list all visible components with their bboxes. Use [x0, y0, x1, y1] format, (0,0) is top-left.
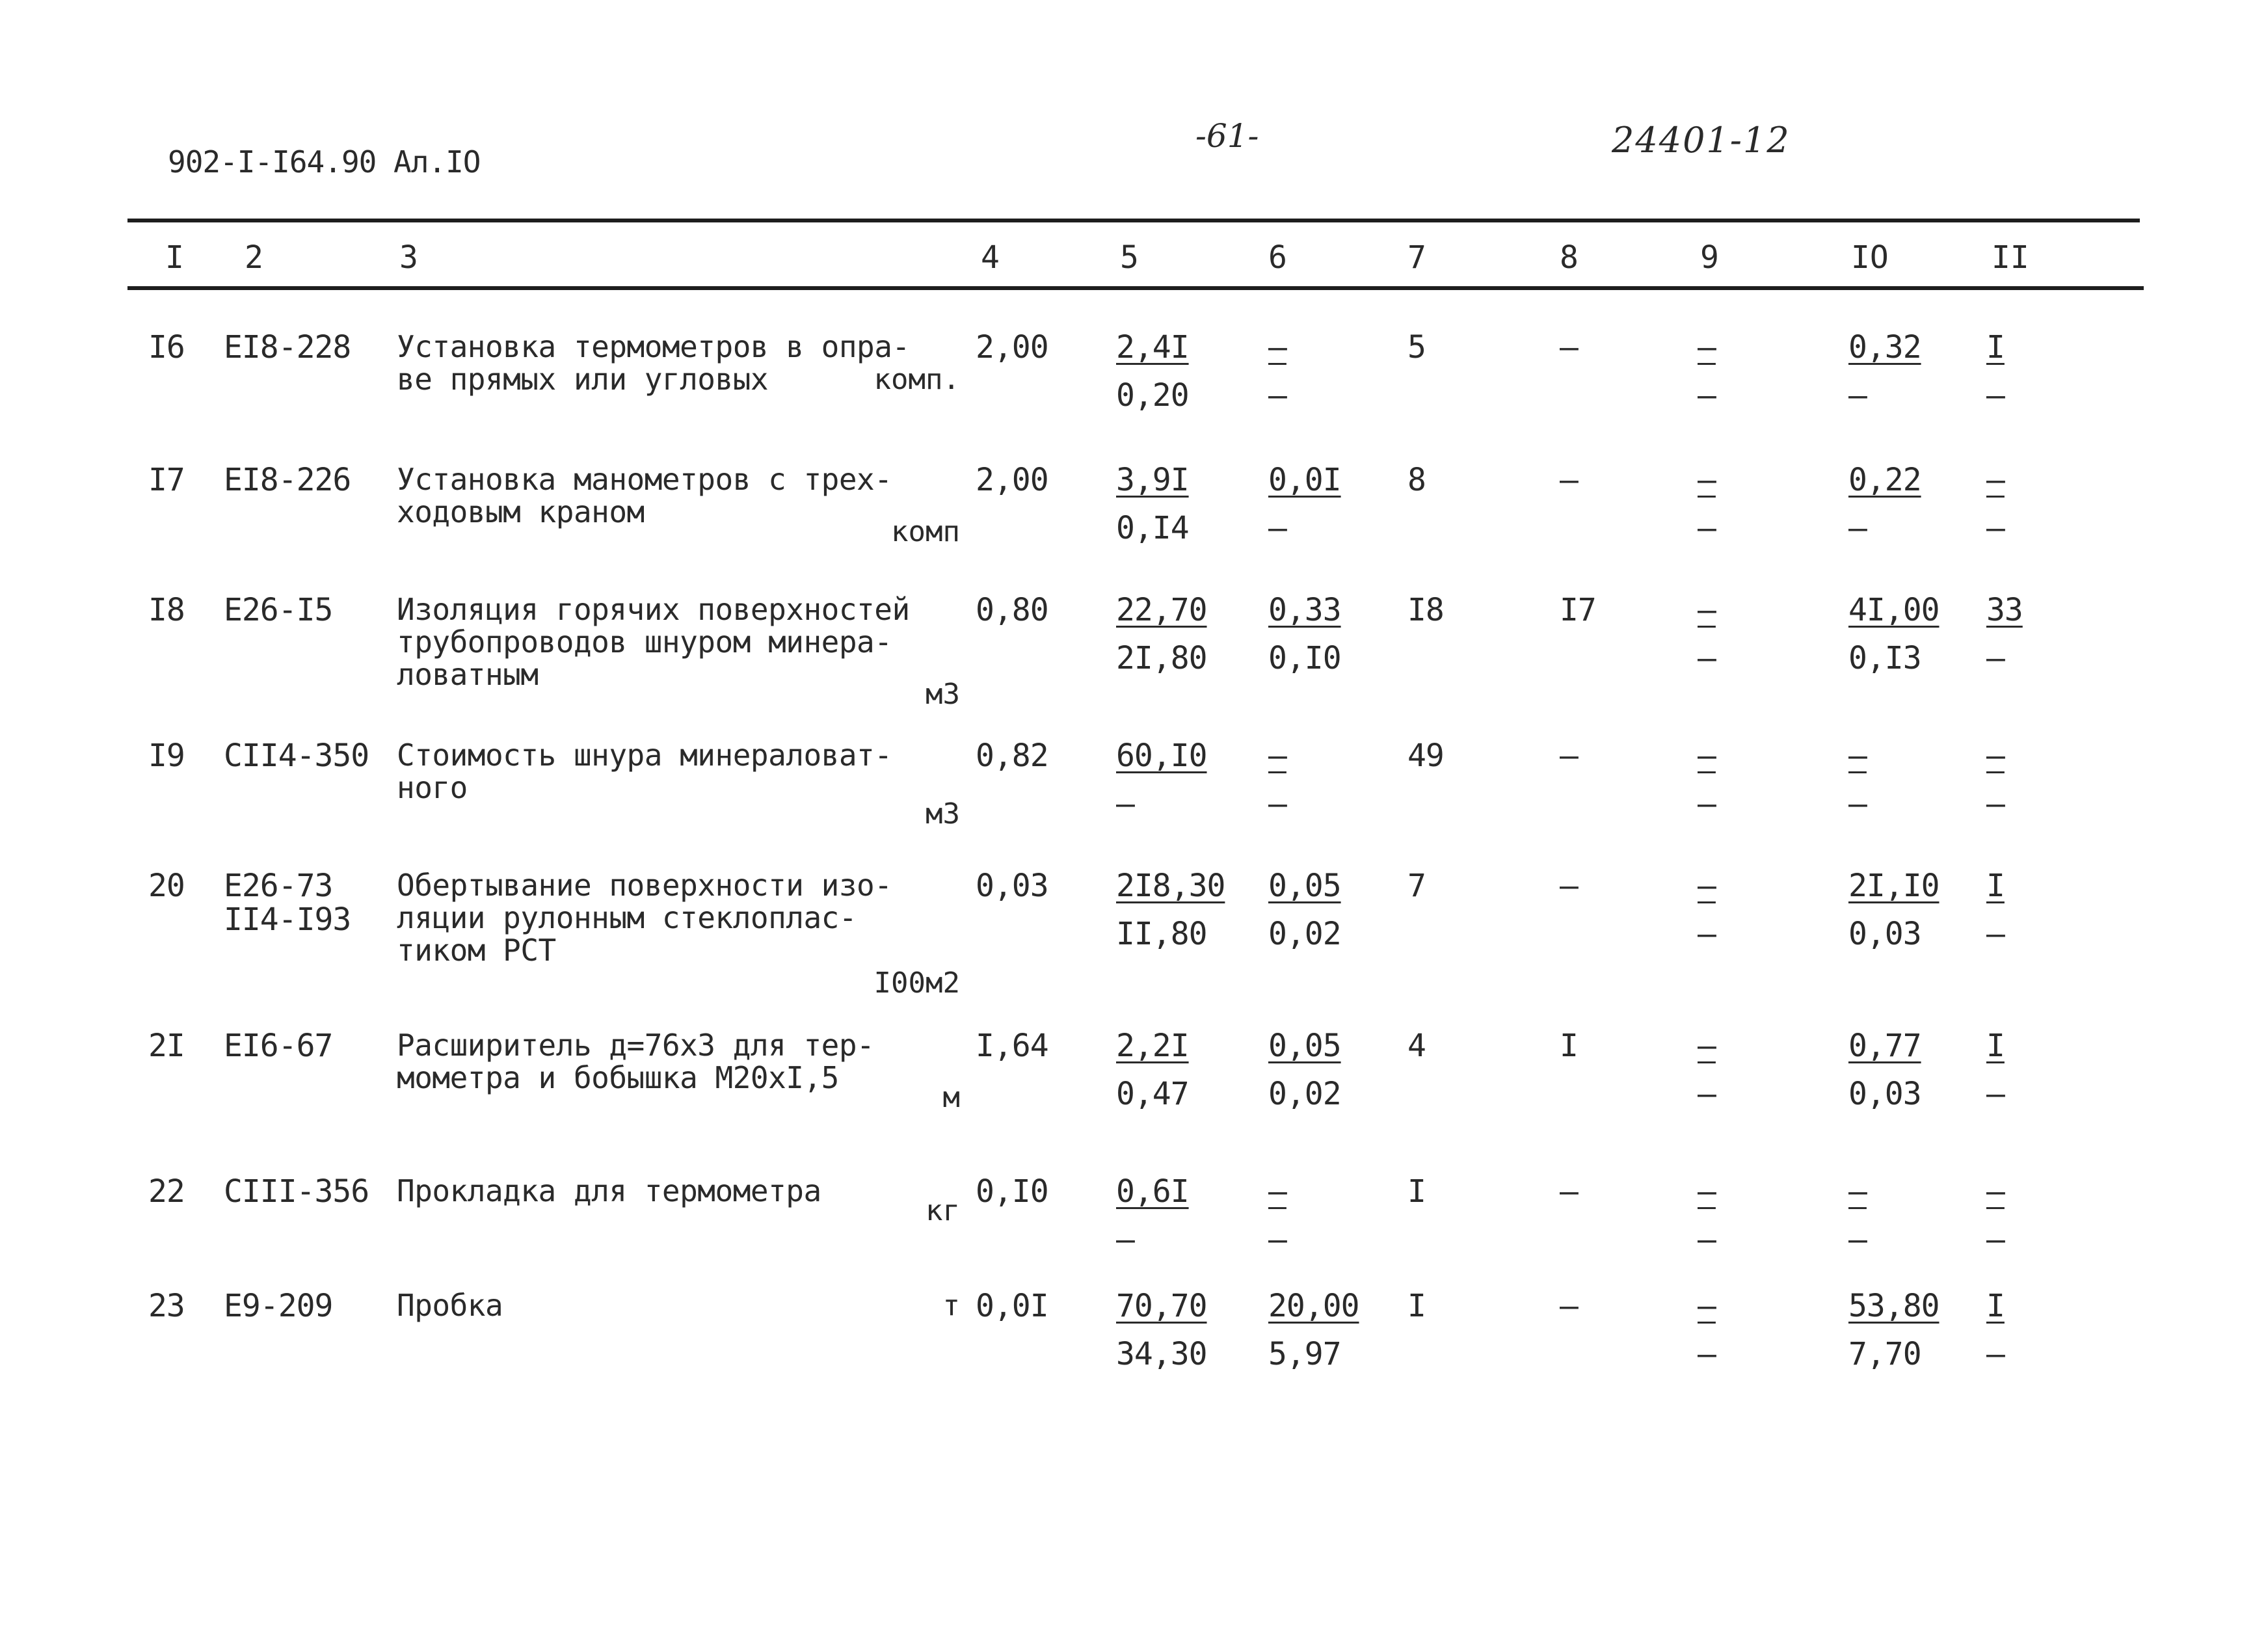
document-code: 902-I-I64.90 Ал.IO [168, 144, 481, 180]
cost-value-bottom: – [1698, 786, 1716, 822]
cost-value-bottom: – [1848, 1221, 1867, 1258]
cost-value-bottom: 0,02 [1268, 1076, 1341, 1112]
labor-value: 8 [1407, 462, 1426, 498]
unit-of-measure: м [942, 1081, 960, 1114]
machine-value: – [1560, 1288, 1578, 1324]
cost-value-top: 0,05 [1268, 1028, 1341, 1064]
cost-value-bottom: 0,02 [1268, 916, 1341, 952]
work-code: EI6-67 [224, 1028, 333, 1064]
cost-value-top: 22,70 [1116, 592, 1207, 628]
work-code: E9-209 [224, 1288, 333, 1324]
unit-of-measure: I00м2 [873, 966, 960, 1000]
labor-value: I [1407, 1173, 1426, 1210]
cost-value-bottom: – [1698, 510, 1716, 546]
cost-value-top: – [1698, 462, 1716, 498]
cost-value-top: 0,22 [1848, 462, 1921, 498]
cost-value-top: I [1986, 329, 2005, 366]
work-description: ве прямых или угловых [397, 362, 769, 397]
cost-value-top: 0,32 [1848, 329, 1921, 366]
quantity: 2,00 [976, 462, 1048, 498]
work-description: трубопроводов шнуром минера- [397, 624, 892, 659]
row-number: 2I [148, 1028, 185, 1064]
cost-value-top: 53,80 [1848, 1288, 1939, 1324]
unit-of-measure: комп. [873, 363, 960, 396]
machine-value: – [1560, 1173, 1578, 1210]
work-description: Пробка [397, 1288, 503, 1323]
quantity: 0,80 [976, 592, 1048, 628]
cost-value-top: 0,0I [1268, 462, 1341, 498]
cost-value-top: 20,00 [1268, 1288, 1359, 1324]
cost-value-top: – [1848, 1173, 1867, 1210]
cost-value-bottom: – [1698, 377, 1716, 414]
cost-value-bottom: – [1986, 1336, 2005, 1372]
cost-value-bottom: – [1986, 510, 2005, 546]
machine-value: – [1560, 868, 1578, 904]
stamp-number: 24401-12 [1612, 120, 1791, 161]
cost-value-top: 4I,00 [1848, 592, 1939, 628]
machine-value: I [1560, 1028, 1578, 1064]
cost-value-bottom: – [1268, 1221, 1286, 1258]
cost-value-top: – [1848, 738, 1867, 774]
cost-value-top: – [1698, 868, 1716, 904]
cost-value-top: – [1986, 738, 2005, 774]
column-number: 8 [1560, 239, 1579, 276]
cost-value-bottom: – [1698, 1336, 1716, 1372]
cost-value-top: I [1986, 868, 2005, 904]
cost-value-bottom: 0,I3 [1848, 640, 1921, 676]
cost-value-bottom: – [1116, 1221, 1134, 1258]
column-number: 9 [1700, 239, 1719, 276]
cost-value-bottom: – [1698, 1221, 1716, 1258]
cost-value-top: 0,6I [1116, 1173, 1189, 1210]
cost-value-top: 70,70 [1116, 1288, 1207, 1324]
cost-value-top: – [1268, 1173, 1286, 1210]
work-code: EI8-226 [224, 462, 351, 498]
machine-value: – [1560, 329, 1578, 366]
cost-value-top: – [1986, 462, 2005, 498]
cost-value-bottom: II,80 [1116, 916, 1207, 952]
column-number: I [165, 239, 184, 276]
cost-value-top: – [1698, 1288, 1716, 1324]
page-number: -61- [1195, 117, 1259, 155]
cost-value-bottom: – [1698, 1076, 1716, 1112]
cost-value-bottom: – [1986, 640, 2005, 676]
table-top-rule [127, 219, 2140, 222]
work-code: II4-I93 [224, 901, 351, 938]
cost-value-top: 0,77 [1848, 1028, 1921, 1064]
labor-value: I8 [1407, 592, 1444, 628]
row-number: 20 [148, 868, 185, 904]
cost-value-bottom: – [1986, 916, 2005, 952]
row-number: I8 [148, 592, 185, 628]
cost-value-bottom: – [1698, 640, 1716, 676]
cost-value-top: I [1986, 1288, 2005, 1324]
cost-value-bottom: 0,I0 [1268, 640, 1341, 676]
quantity: 2,00 [976, 329, 1048, 366]
work-code: CII4-350 [224, 738, 369, 774]
column-number: 5 [1120, 239, 1139, 276]
cost-value-bottom: – [1116, 786, 1134, 822]
column-number: IO [1851, 239, 1889, 276]
cost-value-bottom: – [1268, 510, 1286, 546]
cost-value-bottom: – [1268, 786, 1286, 822]
work-code: EI8-228 [224, 329, 351, 366]
cost-value-top: – [1698, 738, 1716, 774]
labor-value: 4 [1407, 1028, 1426, 1064]
cost-value-top: – [1698, 1173, 1716, 1210]
unit-of-measure: м3 [926, 797, 960, 831]
cost-value-bottom: 0,03 [1848, 916, 1921, 952]
unit-of-measure: кг [926, 1194, 960, 1227]
cost-value-bottom: – [1848, 510, 1867, 546]
cost-value-bottom: – [1848, 786, 1867, 822]
labor-value: 5 [1407, 329, 1426, 366]
quantity: 0,I0 [976, 1173, 1048, 1210]
cost-value-bottom: 0,I4 [1116, 510, 1189, 546]
cost-value-bottom: – [1848, 377, 1867, 414]
cost-value-bottom: – [1986, 1221, 2005, 1258]
machine-value: – [1560, 462, 1578, 498]
work-description: Обертывание поверхности изо- [397, 868, 892, 903]
column-number: 4 [981, 239, 1000, 276]
cost-value-top: – [1268, 738, 1286, 774]
work-description: мометра и бобышка М20хI,5 [397, 1060, 839, 1095]
row-number: 22 [148, 1173, 185, 1210]
cost-value-top: 2I,I0 [1848, 868, 1939, 904]
cost-value-top: – [1698, 329, 1716, 366]
row-number: I6 [148, 329, 185, 366]
cost-value-top: – [1698, 592, 1716, 628]
work-description: тиком РСТ [397, 933, 556, 968]
row-number: I7 [148, 462, 185, 498]
unit-of-measure: т [942, 1289, 960, 1322]
cost-value-top: 2,2I [1116, 1028, 1189, 1064]
cost-value-bottom: 0,03 [1848, 1076, 1921, 1112]
cost-value-bottom: – [1268, 377, 1286, 414]
labor-value: I [1407, 1288, 1426, 1324]
work-description: ходовым краном [397, 494, 645, 529]
cost-value-top: 33 [1986, 592, 2023, 628]
cost-value-top: 0,33 [1268, 592, 1341, 628]
work-description: Стоимость шнура минераловат- [397, 738, 892, 773]
cost-value-bottom: 7,70 [1848, 1336, 1921, 1372]
cost-value-bottom: – [1986, 786, 2005, 822]
cost-value-bottom: 0,47 [1116, 1076, 1189, 1112]
column-number: II [1992, 239, 2029, 276]
work-code: E26-73 [224, 868, 333, 904]
unit-of-measure: комп [891, 515, 960, 548]
unit-of-measure: м3 [926, 678, 960, 711]
work-description: Расширитель д=76х3 для тер- [397, 1028, 875, 1063]
row-number: I9 [148, 738, 185, 774]
quantity: 0,82 [976, 738, 1048, 774]
cost-value-bottom: – [1986, 377, 2005, 414]
cost-value-top: 0,05 [1268, 868, 1341, 904]
work-description: Установка манометров с трех- [397, 462, 892, 497]
cost-value-top: – [1268, 329, 1286, 366]
work-code: E26-I5 [224, 592, 333, 628]
work-description: Прокладка для термометра [397, 1173, 821, 1208]
cost-value-bottom: 5,97 [1268, 1336, 1341, 1372]
cost-value-top: – [1986, 1173, 2005, 1210]
row-number: 23 [148, 1288, 185, 1324]
cost-value-top: 2I8,30 [1116, 868, 1225, 904]
cost-value-top: 2,4I [1116, 329, 1189, 366]
column-number: 6 [1268, 239, 1287, 276]
quantity: 0,0I [976, 1288, 1048, 1324]
cost-value-bottom: 0,20 [1116, 377, 1189, 414]
work-code: CIII-356 [224, 1173, 369, 1210]
work-description: ловатным [397, 657, 539, 692]
work-description: Установка термометров в опра- [397, 329, 910, 364]
cost-value-bottom: – [1986, 1076, 2005, 1112]
work-description: ного [397, 770, 468, 805]
work-description: ляции рулонным стеклоплас- [397, 900, 857, 935]
cost-value-top: – [1698, 1028, 1716, 1064]
cost-value-bottom: 34,30 [1116, 1336, 1207, 1372]
cost-value-top: I [1986, 1028, 2005, 1064]
cost-value-top: 60,I0 [1116, 738, 1207, 774]
cost-value-bottom: 2I,80 [1116, 640, 1207, 676]
cost-value-top: 3,9I [1116, 462, 1189, 498]
quantity: I,64 [976, 1028, 1048, 1064]
work-description: Изоляция горячих поверхностей [397, 592, 910, 627]
column-number: 3 [399, 239, 418, 276]
labor-value: 7 [1407, 868, 1426, 904]
quantity: 0,03 [976, 868, 1048, 904]
column-number: 2 [245, 239, 263, 276]
machine-value: I7 [1560, 592, 1596, 628]
cost-value-bottom: – [1698, 916, 1716, 952]
header-bottom-rule [127, 286, 2144, 290]
column-number: 7 [1407, 239, 1426, 276]
machine-value: – [1560, 738, 1578, 774]
labor-value: 49 [1407, 738, 1444, 774]
